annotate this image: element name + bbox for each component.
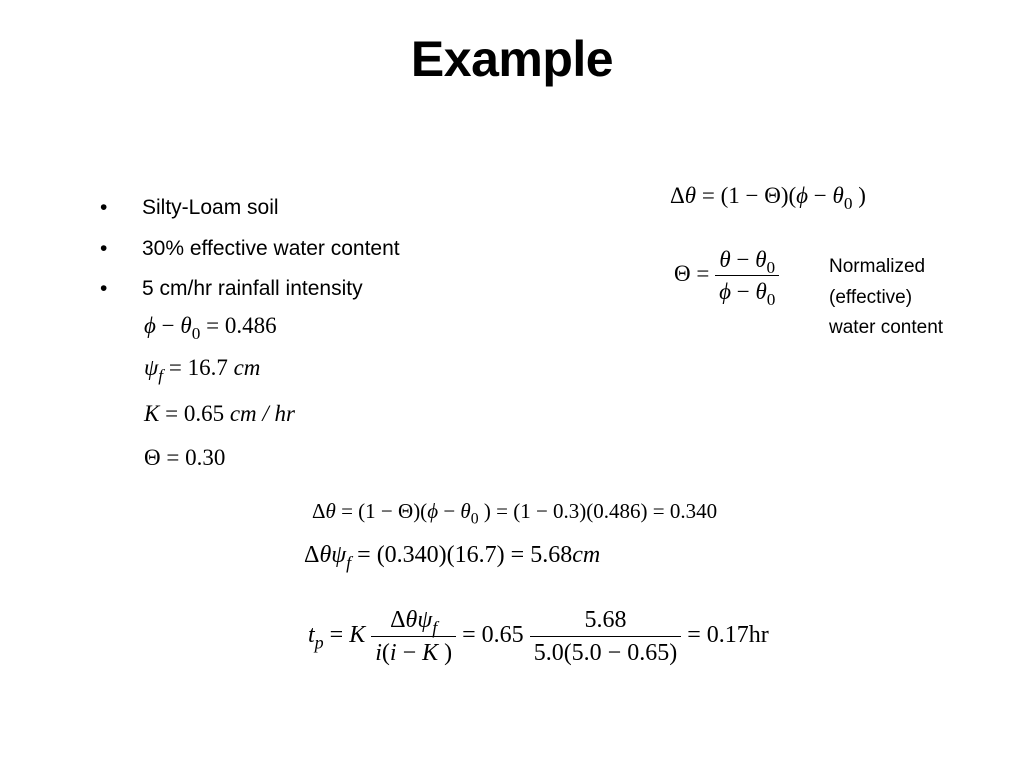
param-hydraulic-conductivity-unit: cm / hr	[229, 401, 295, 426]
bullet-soil-type: • Silty-Loam soil	[100, 188, 400, 229]
ponding-time-unit: hr	[748, 622, 769, 649]
delta-theta-calculation: $\Delta\theta = (1 - \Theta)(\phi - \theta_0$ ) = (1 − 0.3)(0.486) = 0.340	[312, 499, 718, 528]
param-suction-head-value: 16.7	[187, 355, 228, 380]
ponding-time-numerator: 5.68	[530, 608, 682, 637]
normalized-water-content-note: Normalized (effective) water content	[829, 256, 944, 338]
normalized-water-content-formula: Θ = $\frac{\theta - \theta_0}{\phi - \theta_0}$	[674, 248, 779, 303]
ponding-time-symbolic-fraction: $\frac{\Delta\theta\psi_f}{i(i - K )}$	[371, 608, 456, 665]
ponding-time-calculation: $t_p = K$ $\frac{\Delta\theta\psi_f}{i(i - K )}$ = 0.65 $\frac{5.68}{5.0(5.0 - 0.65)}$ = 0.17hr	[308, 607, 769, 666]
delta-theta-result: = (1 − 0.3)(0.486) = 0.340	[496, 499, 718, 523]
delta-theta-psi-calculation: Δθψ$_f$ = (0.340)(16.7) = 5.68cm	[304, 542, 601, 573]
delta-theta-psi-result: = (0.340)(16.7) = 5.68	[357, 542, 573, 568]
ponding-time-conductivity: = 0.65	[462, 622, 524, 649]
bullet-rainfall: • 5 cm/hr rainfall intensity	[100, 269, 400, 310]
param-hydraulic-conductivity-value: 0.65	[183, 401, 225, 426]
param-phi-minus-theta0-value: 0.486	[224, 313, 277, 338]
bullet-water-content: • 30% effective water content	[100, 229, 400, 270]
normalized-water-content-fraction: $\frac{\theta - \theta_0}{\phi - \theta_0}$	[715, 248, 779, 303]
param-phi-minus-theta0: $\phi - \theta_0 = 0.486$	[144, 313, 277, 344]
param-effective-saturation-value: 0.30	[185, 445, 226, 470]
slide-title: Example	[410, 31, 614, 87]
param-suction-head-unit: cm	[233, 355, 261, 380]
delta-theta-psi-unit: cm	[572, 542, 601, 568]
param-suction-head: $\psi_f = 16.7$ cm	[144, 355, 261, 386]
ponding-time-numeric-fraction	[530, 608, 682, 665]
param-effective-saturation: Θ = 0.30	[144, 445, 226, 470]
ponding-time-result: = 0.17	[687, 622, 749, 649]
param-hydraulic-conductivity: K = 0.65 cm / hr	[144, 401, 295, 426]
delta-theta-formula: $\Delta\theta = (1 - \Theta)(\phi - \theta_0$ )	[670, 183, 866, 214]
bullet-list	[100, 188, 400, 310]
ponding-time-denominator: 5.0(5.0 − 0.65)	[533, 640, 678, 666]
